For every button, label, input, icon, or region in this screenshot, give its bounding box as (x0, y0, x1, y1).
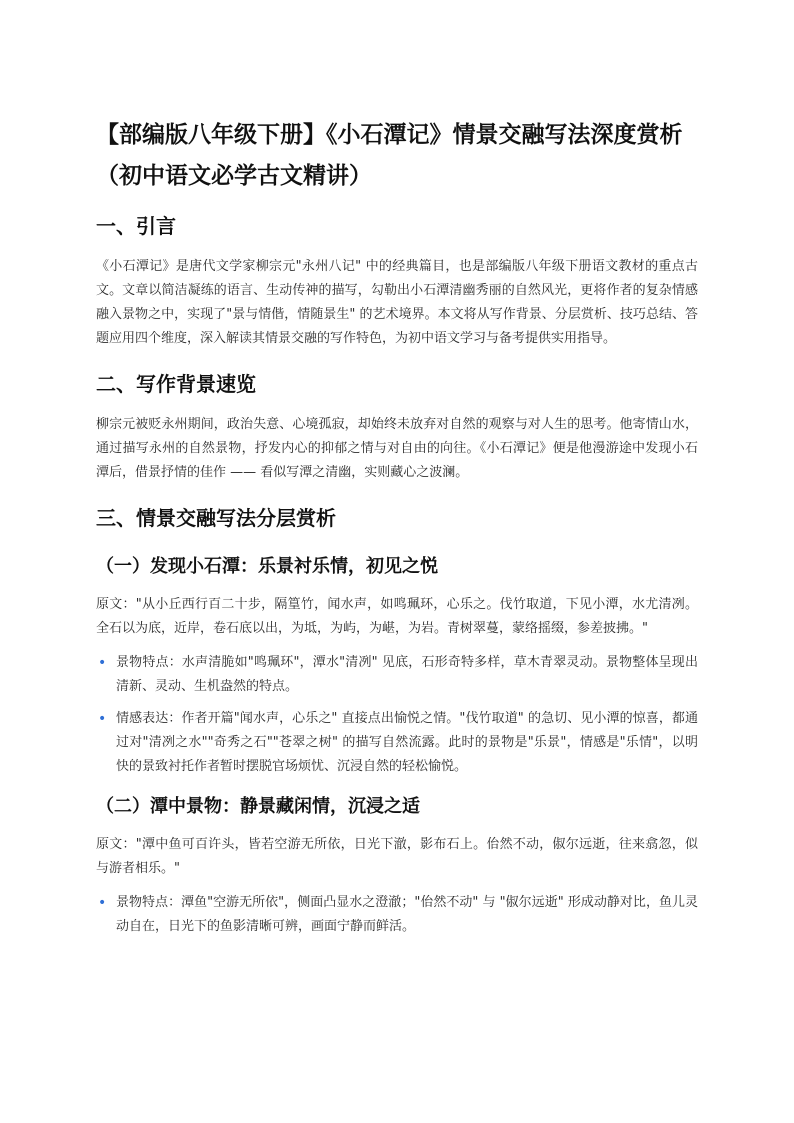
subsection-heading-discovery: （一）发现小石潭：乐景衬乐情，初见之悦 (96, 556, 438, 577)
document-title: 【部编版八年级下册】《小石潭记》情景交融写法深度赏析（初中语文必学古文精讲） (96, 122, 683, 189)
background-paragraph: 柳宗元被贬永州期间，政治失意、心境孤寂，却始终未放弃对自然的观察与对人生的思考。他寄情山水，通过描写永州的自然景物，抒发内心的抑郁之情与对自由的向往。《小石潭记》便是他漫游途中发现小石潭后，借景抒情的佳作 —— 看似写潭之清幽，实则藏心之波澜。 (96, 417, 698, 480)
list-item (96, 707, 698, 779)
section-heading-background: 二、写作背景速览 (96, 372, 256, 396)
subsection-heading-pond-scene: （二）潭中景物：静景藏闲情，沉浸之适 (96, 796, 420, 817)
bullet-dot-icon: • (98, 655, 107, 671)
bullet-dot-icon: • (98, 711, 107, 727)
list-item-text: 景物特点：潭鱼"空游无所依"，侧面凸显水之澄澈；"佁然不动" 与 "俶尔远逝" 形成动静对比，鱼儿灵动自在，日光下的鱼影清晰可辨，画面宁静而鲜活。 (116, 895, 698, 934)
analysis-bullet-list (96, 651, 698, 779)
analysis-bullet-list (96, 891, 698, 939)
original-text-quote: 原文："潭中鱼可百许头，皆若空游无所依，日光下澈，影布石上。佁然不动，俶尔远逝，往来翕忽，似与游者相乐。" (96, 837, 698, 876)
bullet-dot-icon: • (98, 895, 107, 911)
list-item (96, 891, 698, 939)
list-item-text: 情感表达：作者开篇"闻水声，心乐之" 直接点出愉悦之情。"伐竹取道" 的急切、见小潭的惊喜，都通过对"清冽之水""奇秀之石""苍翠之树" 的描写自然流露。此时的景物是"乐景"，情感是"乐情"，以明快的景致衬托作者暂时摆脱官场烦忧、沉浸自然的轻松愉悦。 (116, 711, 698, 774)
original-text-quote: 原文："从小丘西行百二十步，隔篁竹，闻水声，如鸣珮环，心乐之。伐竹取道，下见小潭，水尤清冽。全石以为底，近岸，卷石底以出，为坻，为屿，为嵁，为岩。青树翠蔓，蒙络摇缀，参差披拂。" (96, 597, 698, 636)
section-heading-introduction: 一、引言 (96, 214, 176, 238)
introduction-paragraph: 《小石潭记》是唐代文学家柳宗元"永州八记" 中的经典篇目，也是部编版八年级下册语文教材的重点古文。文章以简洁凝练的语言、生动传神的描写，勾勒出小石潭清幽秀丽的自然风光，更将作者的复杂情感融入景物之中，实现了"景与情偕，情随景生" 的艺术境界。本文将从写作背景、分层赏析、技巧总结、答题应用四个维度，深入解读其情景交融的写作特色，为初中语文学习与备考提供实用指导。 (96, 259, 698, 346)
list-item (96, 651, 698, 699)
list-item-text: 景物特点：水声清脆如"鸣珮环"，潭水"清冽" 见底，石形奇特多样，草木青翠灵动。景物整体呈现出清新、灵动、生机盎然的特点。 (116, 655, 698, 694)
section-heading-analysis: 三、情景交融写法分层赏析 (96, 506, 336, 530)
